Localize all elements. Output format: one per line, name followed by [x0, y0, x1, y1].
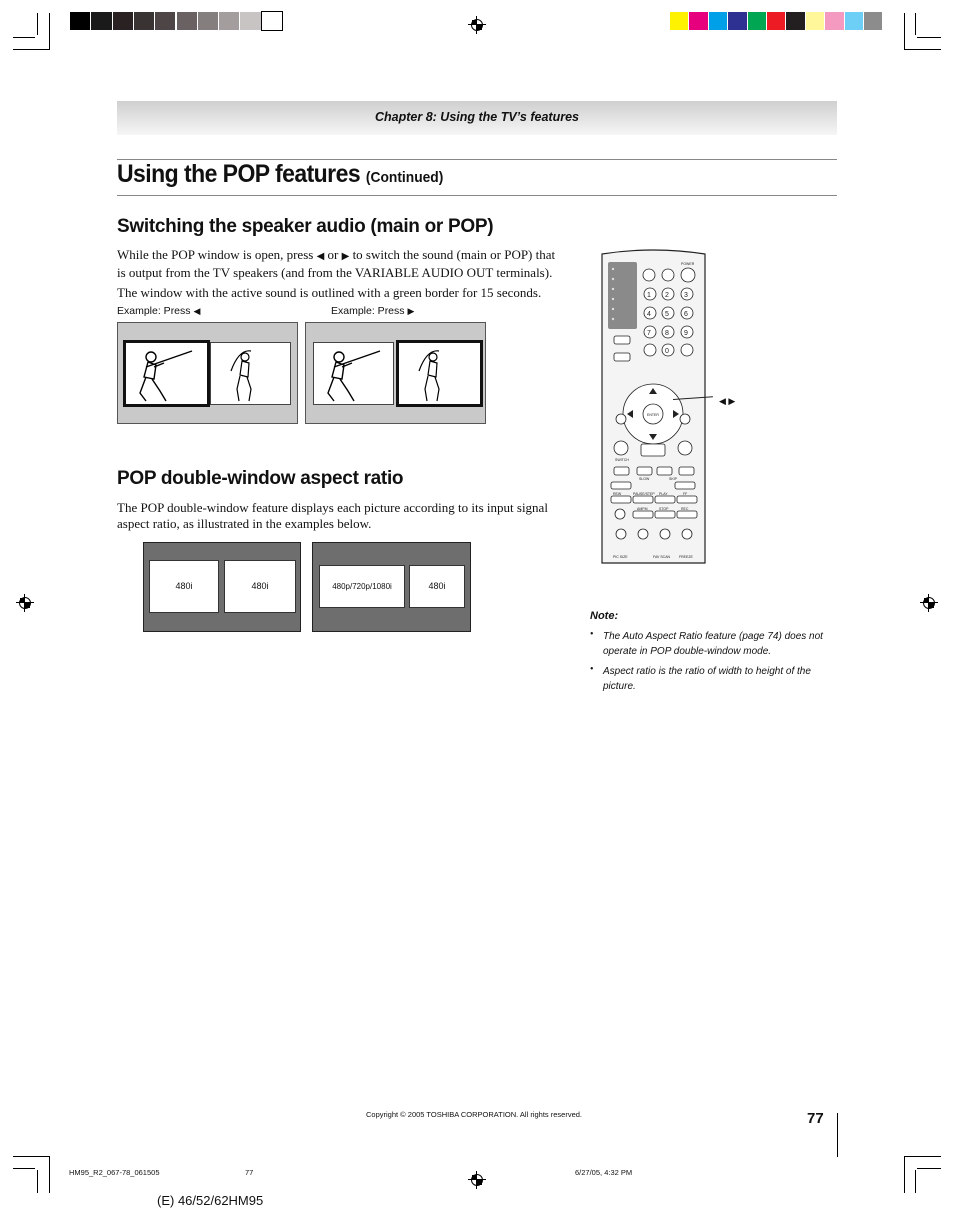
page-number: 77	[807, 1110, 824, 1127]
batter-illustration-icon	[126, 343, 207, 404]
copyright-text: Copyright © 2005 TOSHIBA CORPORATION. All rights reserved.	[366, 1110, 583, 1119]
chapter-title: Chapter 8: Using the TV’s features	[375, 110, 579, 124]
crop-mark	[13, 1168, 35, 1169]
color-swatch	[70, 12, 90, 30]
svg-text:9: 9	[684, 330, 688, 337]
box-label: 480p/720p/1080i	[332, 582, 392, 591]
crop-mark	[49, 1156, 50, 1193]
paragraph-line: is output from the TV speakers (and from the VARIABLE AUDIO OUT terminals).	[117, 265, 553, 280]
text-segment: While the POP window is open, press	[117, 247, 314, 262]
page-title	[117, 160, 443, 189]
aspect-box	[409, 565, 465, 608]
left-arrow-icon: ◀	[316, 251, 325, 262]
golfer-illustration-icon	[399, 343, 480, 404]
color-swatch	[240, 12, 260, 30]
crop-mark	[904, 13, 905, 50]
svg-text:PLAY: PLAY	[659, 492, 668, 496]
note-item	[590, 629, 835, 659]
svg-text:4: 4	[647, 311, 651, 318]
remote-control	[601, 248, 706, 564]
box-label: 480i	[428, 581, 446, 591]
svg-text:REW: REW	[613, 492, 622, 496]
registration-mark-right	[920, 594, 938, 612]
svg-text:5: 5	[665, 311, 669, 318]
main-picture	[313, 342, 394, 405]
aspect-box	[149, 560, 219, 613]
crop-mark	[904, 1156, 941, 1157]
svg-text:6: 6	[684, 311, 688, 318]
svg-text:1: 1	[647, 292, 651, 299]
color-swatch	[262, 12, 282, 30]
aspect-example-right	[312, 542, 471, 632]
color-swatch	[198, 12, 218, 30]
color-swatch	[155, 12, 175, 30]
svg-text:FF: FF	[683, 492, 688, 496]
crop-mark	[904, 49, 941, 50]
remote-control-illustration-icon	[601, 248, 706, 564]
file-date: 6/27/05, 4:32 PM	[575, 1168, 633, 1177]
crop-mark	[13, 37, 35, 38]
crop-mark	[13, 1156, 50, 1157]
svg-text:POWER: POWER	[681, 262, 695, 266]
color-swatch	[134, 12, 154, 30]
svg-text:STOP: STOP	[659, 507, 669, 511]
page-title-main: Using the POP features	[117, 160, 361, 188]
crop-mark	[917, 37, 941, 38]
svg-text:SLOW: SLOW	[639, 477, 650, 481]
tv-screen-example-right	[305, 322, 486, 424]
color-swatch	[806, 12, 824, 30]
color-swatch	[786, 12, 804, 30]
golfer-illustration-icon	[211, 343, 290, 404]
registration-mark-bottom	[468, 1171, 486, 1189]
section-heading-aspect-ratio: POP double-window aspect ratio	[117, 468, 404, 489]
crop-mark	[917, 1168, 941, 1169]
color-swatch	[219, 12, 239, 30]
color-swatch	[709, 12, 727, 30]
text-segment: or	[327, 247, 339, 262]
color-swatch	[689, 12, 707, 30]
crop-mark	[13, 49, 50, 50]
crop-mark	[37, 1170, 38, 1193]
note-item	[590, 664, 835, 694]
color-swatch	[748, 12, 766, 30]
crop-mark	[915, 13, 916, 35]
svg-text:SWITCH: SWITCH	[615, 458, 629, 462]
paragraph-line: aspect ratio, as illustrated in the examples below.	[117, 516, 372, 531]
note-list	[590, 629, 835, 694]
pop-picture-active	[396, 340, 483, 407]
aspect-ratio-paragraph	[117, 500, 587, 532]
example-left-caption	[117, 305, 200, 317]
text-segment: to switch the sound (main or POP) that	[352, 247, 556, 262]
note-item-text: Aspect ratio is the ratio of width to height of the picture.	[603, 666, 811, 692]
svg-text:2: 2	[665, 292, 669, 299]
color-swatch	[91, 12, 111, 30]
registration-mark-left	[16, 594, 34, 612]
box-label: 480i	[251, 581, 269, 591]
caption-text: Example: Press	[331, 305, 405, 317]
color-swatch	[670, 12, 688, 30]
left-arrow-icon: ◀	[193, 306, 201, 316]
svg-text:ENTER: ENTER	[647, 413, 659, 417]
svg-text:7: 7	[647, 330, 651, 337]
right-arrow-icon: ▶	[407, 306, 415, 316]
crop-mark	[49, 13, 50, 50]
pop-picture	[210, 342, 291, 405]
svg-text:PIC SIZE: PIC SIZE	[613, 555, 628, 559]
color-swatch	[767, 12, 785, 30]
aspect-box	[224, 560, 296, 613]
color-swatch	[845, 12, 863, 30]
box-label: 480i	[175, 581, 193, 591]
svg-text:0: 0	[665, 348, 669, 355]
page-title-continued: (Continued)	[365, 169, 444, 186]
caption-text: Example: Press	[117, 305, 191, 317]
svg-text:REC: REC	[681, 507, 689, 511]
bullet-icon: •	[590, 664, 594, 675]
color-swatch	[113, 12, 133, 30]
note-item-text: The Auto Aspect Ratio feature (page 74) does not operate in POP double-window mode.	[603, 631, 823, 657]
paragraph-line: The POP double-window feature displays each picture according to its input signal	[117, 500, 548, 515]
file-name: HM95_R2_067-78_061505	[69, 1168, 160, 1177]
page-number-rule	[837, 1113, 838, 1157]
paragraph-line	[117, 247, 587, 265]
svg-text:3: 3	[684, 292, 688, 299]
right-arrow-icon: ▶	[341, 251, 350, 262]
svg-text:SKIP: SKIP	[669, 477, 677, 481]
file-page: 77	[245, 1168, 254, 1177]
tv-screen-example-left	[117, 322, 298, 424]
svg-text:FAV SCAN: FAV SCAN	[653, 555, 671, 559]
batter-illustration-icon	[314, 343, 393, 404]
paragraph-line: The window with the active sound is outlined with a green border for 15 seconds.	[117, 285, 542, 300]
remote-arrow-label: ◀ ▶	[719, 396, 736, 406]
crop-mark	[37, 13, 38, 35]
bullet-icon: •	[590, 629, 594, 640]
registration-mark-top	[468, 16, 486, 34]
color-swatch	[864, 12, 882, 30]
note-heading: Note:	[590, 610, 619, 622]
color-swatch	[177, 12, 197, 30]
model-number: (E) 46/52/62HM95	[157, 1193, 264, 1208]
color-swatch	[728, 12, 746, 30]
main-picture-active	[123, 340, 210, 407]
crop-mark	[915, 1170, 916, 1193]
svg-text:PAUSE/STEP: PAUSE/STEP	[633, 492, 655, 496]
speaker-audio-paragraph	[117, 247, 587, 301]
crop-mark	[904, 1156, 905, 1193]
example-right-caption	[331, 305, 414, 317]
color-swatch	[825, 12, 843, 30]
svg-text:AMPM: AMPM	[637, 507, 648, 511]
section-heading-speaker-audio: Switching the speaker audio (main or POP)	[117, 216, 494, 237]
svg-text:8: 8	[665, 330, 669, 337]
svg-text:FREEZE: FREEZE	[679, 555, 693, 559]
aspect-example-left	[143, 542, 301, 632]
title-rule-bottom	[117, 195, 837, 196]
aspect-box	[319, 565, 405, 608]
